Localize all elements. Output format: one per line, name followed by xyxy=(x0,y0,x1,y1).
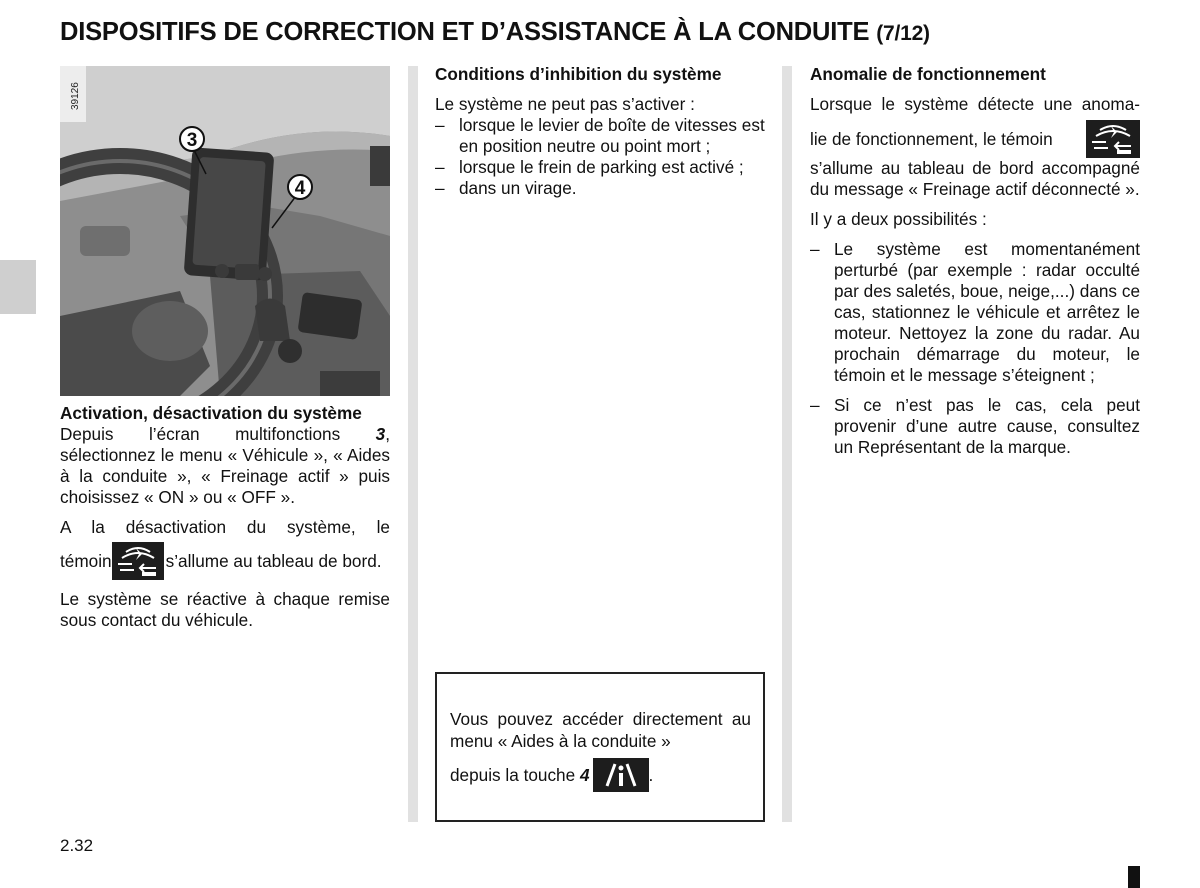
text-span: Depuis l’écran multifonctions xyxy=(60,424,376,444)
callout-4: 4 xyxy=(294,178,306,199)
figure-ref: 39126 xyxy=(70,82,81,110)
text-span: depuis la touche xyxy=(450,765,580,785)
malfunction-paragraph-1b xyxy=(810,120,1140,158)
text-span: . xyxy=(648,765,654,785)
note-key-line xyxy=(450,758,751,792)
active-braking-off-icon xyxy=(112,542,164,580)
activation-paragraph-3: Le système se réactive à chaque remise sous contact du véhicule. xyxy=(60,589,390,630)
title-part: (7/12) xyxy=(876,22,930,45)
malfunction-item: – Si ce n’est pas le cas, cela peut provenir d’une autre cause, consultez un Représentant de la marque. xyxy=(810,395,1140,458)
inhibition-intro: Le système ne peut pas s’activer : xyxy=(435,94,695,114)
driving-aids-key-icon xyxy=(593,758,649,792)
note-text: Vous pouvez accéder directement au menu « Aides à la conduite » xyxy=(450,709,751,751)
malfunction-paragraph-1a: Lorsque le système détecte une anoma- xyxy=(810,94,1140,114)
inhibition-section xyxy=(435,64,765,199)
activation-heading: Activation, désactivation du système xyxy=(60,403,362,423)
column-divider xyxy=(782,66,792,822)
key-ref-number: 4 xyxy=(579,765,590,785)
inhibition-item: – dans un virage. xyxy=(435,178,765,199)
column-divider xyxy=(408,66,418,822)
text-span: s’allume au tableau de bord. xyxy=(165,550,382,571)
title-text: DISPOSITIFS DE CORRECTION ET D’ASSISTANCE À LA CONDUITE xyxy=(60,18,870,46)
active-braking-fault-icon xyxy=(1086,120,1140,158)
inhibition-heading: Conditions d’inhibition du système xyxy=(435,64,722,84)
activation-paragraph-2b xyxy=(60,542,390,580)
screen-ref-number: 3 xyxy=(375,424,386,444)
inhibition-item: – lorsque le levier de boîte de vitesses est en position neutre ou point mort ; xyxy=(435,115,765,157)
activation-paragraph-1 xyxy=(60,424,390,508)
dashboard-photo xyxy=(60,66,390,396)
page-corner-mark xyxy=(1128,866,1140,888)
page-title xyxy=(60,18,930,47)
malfunction-paragraph-1c: s’allume au tableau de bord accompagné du message « Freinage actif déconnecté ». xyxy=(810,158,1140,199)
page-number: 2.32 xyxy=(60,836,94,855)
chapter-tab xyxy=(0,260,36,314)
text-span: lie de fonctionnement, le témoin xyxy=(810,128,1053,149)
text-span: témoin xyxy=(60,550,112,571)
malfunction-heading: Anomalie de fonctionnement xyxy=(810,64,1046,84)
activation-section xyxy=(60,403,390,631)
text-span: , sélectionnez le menu « Véhicule », « Aides à la conduite », « Freinage actif » puis choisissez « ON » ou « OFF ». xyxy=(60,424,390,507)
malfunction-section xyxy=(810,64,1140,458)
inhibition-item: – lorsque le frein de parking est activé ; xyxy=(435,157,765,178)
note-box xyxy=(435,672,765,822)
malfunction-item: – Le système est momentanément perturbé (par exemple : radar occulté par des saletés, boue, neige,...) dans ce cas, stationnez le véhicule et arrêtez le moteur. Nettoyez la zone du radar. Au prochain démarrage du moteur, le témoin et le message s’éteignent ; xyxy=(810,239,1140,386)
malfunction-paragraph-2: Il y a deux possibilités : xyxy=(810,209,987,229)
activation-paragraph-2a: A la désactivation du système, le xyxy=(60,517,390,537)
callout-3: 3 xyxy=(186,130,198,151)
